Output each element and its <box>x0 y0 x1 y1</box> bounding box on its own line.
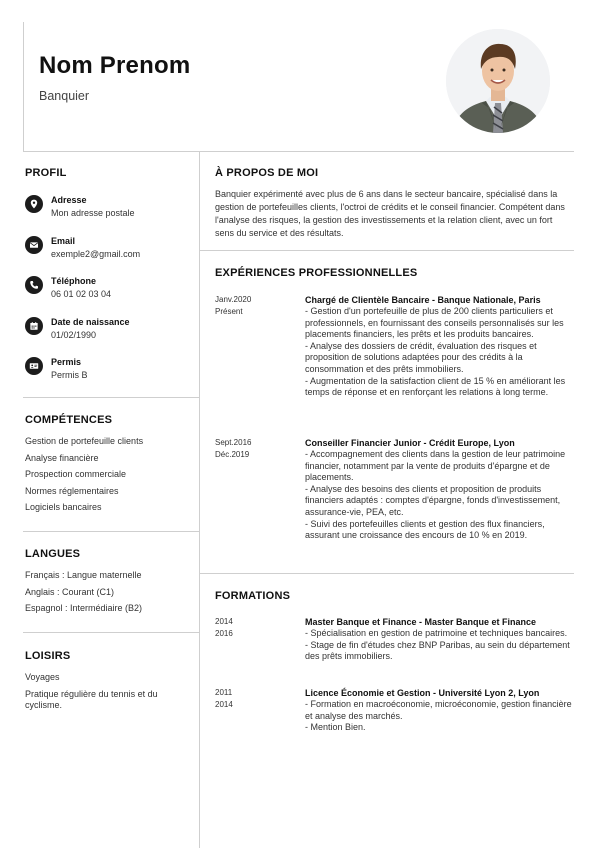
contact-value: exemple2@gmail.com <box>51 249 141 259</box>
entry-point: - Analyse des dossiers de crédit, évaluation des risques et proposition de solutions adaptées pour des crédits à la consommation et des prêts immobiliers. <box>305 340 537 374</box>
contact-label: Email <box>51 236 76 246</box>
entry-dates <box>215 616 295 640</box>
loisirs-section-title: LOISIRS <box>25 650 71 662</box>
date-start: 2011 <box>215 688 233 697</box>
date-start: Janv.2020 <box>215 295 252 304</box>
list-item: Prospection commerciale <box>25 469 127 479</box>
date-start: 2014 <box>215 617 233 626</box>
entry-point: - Stage de fin d'études chez BNP Paribas, au sein du département des prêts immobiliers. <box>305 639 570 662</box>
candidate-name: Nom Prenom <box>39 52 191 79</box>
contact-value: 06 01 02 03 04 <box>51 289 112 299</box>
list-item: Analyse financière <box>25 452 99 463</box>
competences-section-title: COMPÉTENCES <box>25 414 113 426</box>
list-item: Voyages <box>25 672 60 682</box>
left-divider <box>23 531 199 532</box>
about-section-title: À PROPOS DE MOI <box>215 167 319 179</box>
entry-title: Chargé de Clientèle Bancaire - Banque Nationale, Paris <box>305 295 541 305</box>
profil-section-title: PROFIL <box>25 167 67 179</box>
header-divider-vertical <box>23 22 24 152</box>
entry-point: - Analyse des besoins des clients et proposition de produits financiers adaptés : comptes d'épargne, fonds d'investissement, assurance-vie, PEA, etc. <box>305 483 561 517</box>
entry-dates <box>215 437 295 461</box>
entry-body <box>305 616 573 663</box>
email-icon <box>25 236 43 254</box>
entry-dates <box>215 294 295 318</box>
contact-email <box>25 236 195 266</box>
list-item: Pratique régulière du tennis et du cyclisme. <box>25 688 158 710</box>
contact-birthdate <box>25 317 195 347</box>
right-divider <box>199 250 574 251</box>
contact-value: Permis B <box>51 370 88 380</box>
about-text: Banquier expérimenté avec plus de 6 ans dans le secteur bancaire, spécialisé dans la gestion de portefeuilles clients, l'octroi de crédits et le conseil financier. Compétent dans l'analyse des risques, la gestion des investissements et la relation client, avec un fort sens du service et des résultats. <box>215 189 565 238</box>
entry-point: - Suivi des portefeuilles clients et gestion des flux financiers, assurant une croissance des encours de 10 % en 2019. <box>305 518 545 541</box>
id-card-icon <box>25 357 43 375</box>
date-end: Présent <box>215 307 243 316</box>
entry-point: - Gestion d'un portefeuille de plus de 200 clients particuliers et professionnels, en fournissant des conseils personnalisés sur les placements financiers, les prêts et les produits bancaires. <box>305 306 564 340</box>
entry-point: - Augmentation de la satisfaction client de 15 % en améliorant les temps de réponse et en renforçant les relations à long terme. <box>305 375 566 398</box>
langues-section-title: LANGUES <box>25 548 81 560</box>
entry-body <box>305 437 573 542</box>
header-divider-horizontal <box>23 151 574 152</box>
list-item: Anglais : Courant (C1) <box>25 586 115 597</box>
job-title: Banquier <box>39 89 90 103</box>
list-item: Gestion de portefeuille clients <box>25 436 144 446</box>
date-start: Sept.2016 <box>215 438 252 447</box>
competences-list <box>25 436 193 519</box>
entry-title: Master Banque et Finance - Master Banque et Finance <box>305 617 537 627</box>
loisirs-list <box>25 672 190 716</box>
entry-point: - Accompagnement des clients dans la gestion de leur patrimoine financier, notamment par la vente de produits d'épargne et de placements. <box>305 449 566 483</box>
right-divider <box>199 573 574 574</box>
entry-title: Conseiller Financier Junior - Crédit Europe, Lyon <box>305 438 515 448</box>
langues-list <box>25 570 193 620</box>
entry-point: - Mention Bien. <box>305 722 366 733</box>
entry-dates <box>215 687 295 711</box>
contact-label: Date de naissance <box>51 317 130 327</box>
contact-address <box>25 195 195 225</box>
date-end: 2014 <box>215 700 233 709</box>
contact-label: Téléphone <box>51 276 97 286</box>
entry-point: - Formation en macroéconomie, microéconomie, gestion financière et analyse des marchés. <box>305 699 572 721</box>
entry-body <box>305 294 573 399</box>
list-item: Normes réglementaires <box>25 485 119 496</box>
list-item: Français : Langue maternelle <box>25 570 142 580</box>
entry-point: - Spécialisation en gestion de patrimoine et techniques bancaires. <box>305 628 568 638</box>
contact-value: 01/02/1990 <box>51 330 97 340</box>
date-end: 2016 <box>215 629 233 638</box>
left-divider <box>23 397 199 398</box>
date-end: Déc.2019 <box>215 450 250 459</box>
entry-body <box>305 687 573 734</box>
entry-description <box>305 699 573 734</box>
location-pin-icon <box>25 195 43 213</box>
entry-description <box>305 306 573 399</box>
calendar-icon <box>25 317 43 335</box>
phone-icon <box>25 276 43 294</box>
entry-title: Licence Économie et Gestion - Université Lyon 2, Lyon <box>305 688 540 698</box>
contact-label: Adresse <box>51 195 87 205</box>
formations-section-title: FORMATIONS <box>215 590 291 602</box>
left-divider <box>23 632 199 633</box>
entry-description <box>305 449 573 542</box>
profile-photo <box>446 29 550 133</box>
experiences-section-title: EXPÉRIENCES PROFESSIONNELLES <box>215 267 418 279</box>
list-item: Espagnol : Intermédiaire (B2) <box>25 603 143 613</box>
contact-label: Permis <box>51 357 82 367</box>
contact-licence <box>25 357 195 387</box>
contact-phone <box>25 276 195 306</box>
entry-description <box>305 628 573 663</box>
column-divider <box>199 152 200 848</box>
contact-value: Mon adresse postale <box>51 208 135 218</box>
list-item: Logiciels bancaires <box>25 502 102 512</box>
portrait-illustration <box>446 29 550 133</box>
